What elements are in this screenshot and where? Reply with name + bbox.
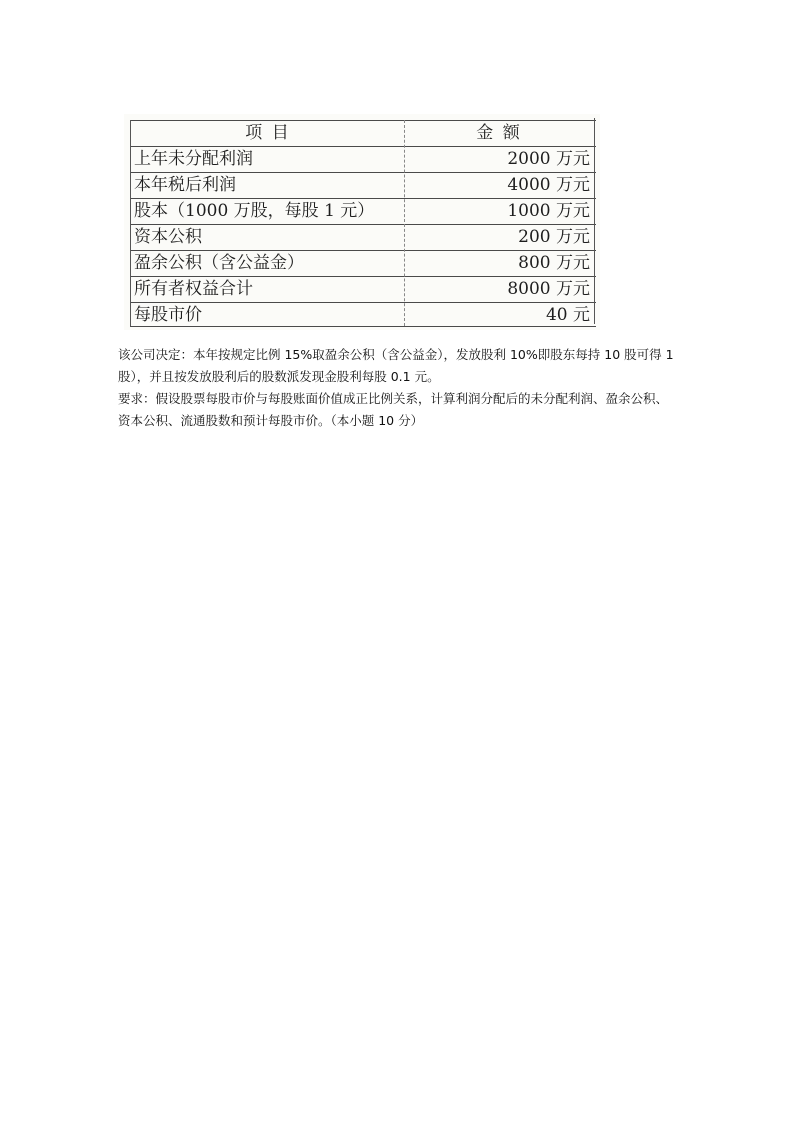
header-amount: 金 额 [476,123,522,143]
row-amount: 8000 万元 [507,279,590,299]
row-item: 每股市价 [134,305,202,325]
row-item: 上年未分配利润 [134,149,253,169]
row-amount: 1000 万元 [507,201,590,221]
row-item: 盈余公积（含公益金） [134,253,304,273]
header-item: 项 目 [245,123,291,143]
table-column-divider [404,120,405,326]
row-amount: 4000 万元 [507,175,590,195]
problem-requirement: 要求：假设股票每股市价与每股账面价值成正比例关系，计算利润分配后的未分配利润、盈余公积、资本公积、流通股数和预计每股市价。（本小题 10 分） [118,391,669,428]
row-amount: 40 元 [545,305,590,325]
scanned-table-image [124,114,600,330]
problem-statement: 该公司决定：本年按规定比例 15%取盈余公积（含公益金），发放股利 10%即股东每持 10 股可得 1 股），并且按发放股利后的股数派发现金股利每股 0.1 元。 [118,347,674,384]
row-item: 所有者权益合计 [134,279,253,299]
table-right-border [594,118,595,324]
row-amount: 800 万元 [518,253,590,273]
row-amount: 200 万元 [518,227,590,247]
row-item: 本年税后利润 [134,175,236,195]
row-amount: 2000 万元 [507,149,590,169]
row-item: 股本（1000 万股，每股 1 元） [134,201,375,221]
table-left-border [130,120,131,326]
row-item: 资本公积 [134,227,202,247]
